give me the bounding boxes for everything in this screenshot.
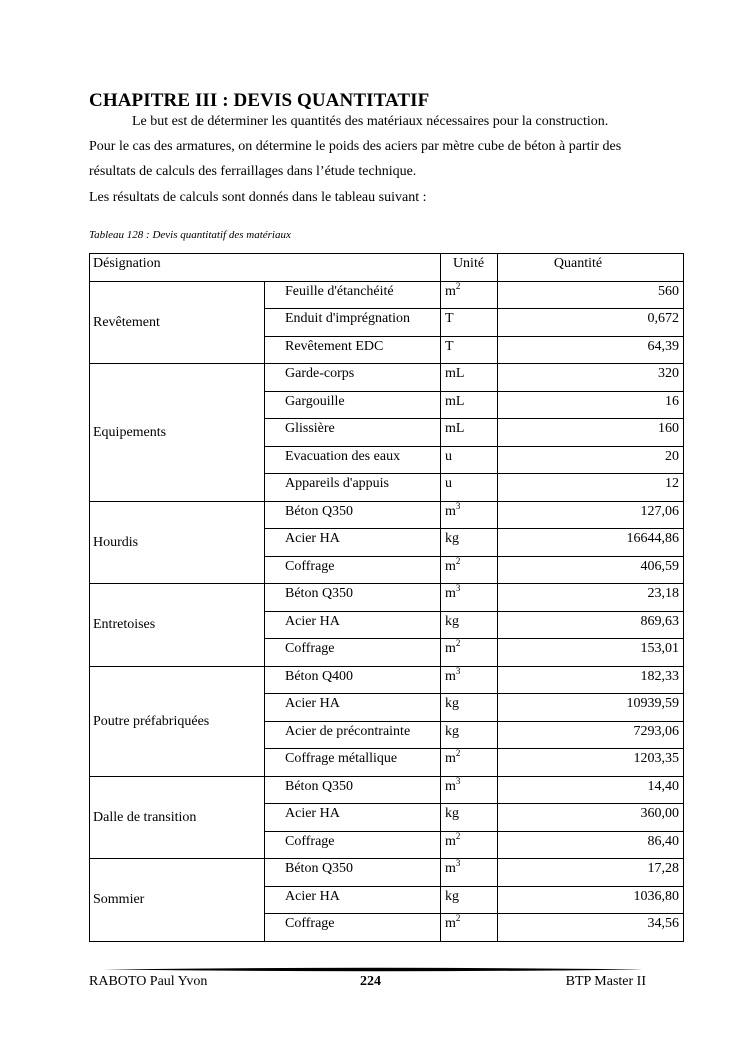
table-body [90,281,684,941]
item-quantity: 10939,59 [498,694,684,722]
item-quantity: 16644,86 [498,529,684,557]
item-name: Coffrage [265,556,441,584]
unit-base: T [445,338,454,354]
unit-base: m [445,833,456,849]
header-quantity: Quantité [498,254,684,282]
item-quantity: 64,39 [498,336,684,364]
item-name: Coffrage métallique [265,749,441,777]
item-unit [441,914,498,942]
item-quantity: 127,06 [498,501,684,529]
group-designation: Dalle de transition [90,776,265,859]
item-unit [441,474,498,502]
item-name: Appareils d'appuis [265,474,441,502]
item-unit [441,611,498,639]
table-row [90,584,684,612]
unit-base: mL [445,421,465,436]
footer-program: BTP Master II [565,974,646,989]
group-designation: Sommier [90,859,265,942]
item-unit [441,666,498,694]
item-quantity: 0,672 [498,309,684,337]
unit-base: m [445,778,456,794]
unit-exponent: 2 [455,830,461,841]
item-unit [441,364,498,392]
item-quantity: 17,28 [498,859,684,887]
item-unit [441,886,498,914]
item-unit [441,639,498,667]
item-name: Béton Q350 [265,501,441,529]
item-quantity: 12 [498,474,684,502]
item-quantity: 20 [498,446,684,474]
header-unit: Unité [441,254,498,282]
item-name: Garde-corps [265,364,441,392]
unit-base: kg [445,723,459,739]
item-name: Acier HA [265,611,441,639]
item-name: Evacuation des eaux [265,446,441,474]
unit-base: T [445,311,454,326]
item-quantity: 869,63 [498,611,684,639]
item-quantity: 1036,80 [498,886,684,914]
table-caption: Tableau 128 : Devis quantitatif des matériaux [89,229,291,241]
unit-base: m [445,751,456,766]
group-designation: Poutre préfabriquées [90,666,265,776]
item-unit [441,529,498,557]
header-designation: Désignation [90,254,441,282]
unit-exponent: 2 [455,555,461,566]
unit-exponent: 3 [455,583,461,593]
item-unit [441,281,498,309]
unit-exponent: 2 [455,748,461,758]
chapter-title: CHAPITRE III : DEVIS QUANTITATIF [89,90,430,111]
item-name: Glissière [265,419,441,447]
item-name: Feuille d'étanchéité [265,281,441,309]
quantities-table [89,253,684,942]
intro-paragraph-line-3: résultats de calculs des ferraillages dans l’étude technique. [89,164,417,179]
unit-base: mL [445,366,465,381]
item-name: Coffrage [265,639,441,667]
intro-paragraph-line-1: Le but est de déterminer les quantités des matériaux nécessaires pour la construction. [132,114,609,129]
table-row [90,776,684,804]
item-name: Coffrage [265,914,441,942]
item-quantity: 360,00 [498,804,684,832]
item-unit [441,584,498,612]
group-designation: Hourdis [90,501,265,584]
item-name: Acier HA [265,694,441,722]
unit-base: m [445,283,456,299]
unit-base: m [445,558,456,574]
item-quantity: 160 [498,419,684,447]
item-name: Béton Q350 [265,859,441,887]
item-quantity: 182,33 [498,666,684,694]
unit-base: u [445,448,452,464]
item-unit [441,749,498,777]
unit-base: kg [445,888,459,904]
item-quantity: 14,40 [498,776,684,804]
item-unit [441,556,498,584]
unit-base: m [445,916,456,931]
unit-base: kg [445,613,459,629]
item-name: Béton Q400 [265,666,441,694]
table-header-row [90,254,684,282]
item-name: Coffrage [265,831,441,859]
table-row [90,859,684,887]
footer-page-number: 224 [360,974,381,989]
unit-base: m [445,586,456,601]
unit-base: kg [445,806,459,821]
unit-exponent: 3 [455,858,461,868]
item-unit [441,446,498,474]
item-unit [441,694,498,722]
item-unit [441,831,498,859]
item-name: Acier HA [265,886,441,914]
item-quantity: 406,59 [498,556,684,584]
unit-base: kg [445,696,459,711]
item-name: Acier HA [265,529,441,557]
unit-base: u [445,476,452,491]
item-name: Béton Q350 [265,584,441,612]
intro-paragraph-line-2: Pour le cas des armatures, on détermine le poids des aciers par mètre cube de béton à partir des [89,139,622,154]
unit-base: mL [445,393,465,409]
item-name: Revêtement EDC [265,336,441,364]
unit-exponent: 2 [455,280,461,291]
item-quantity: 560 [498,281,684,309]
item-name: Enduit d'imprégnation [265,309,441,337]
table-row [90,364,684,392]
unit-exponent: 3 [455,500,461,511]
group-designation: Entretoises [90,584,265,667]
item-quantity: 34,56 [498,914,684,942]
group-designation: Equipements [90,364,265,502]
unit-exponent: 3 [455,665,461,676]
unit-base: m [445,503,456,519]
unit-base: m [445,668,456,684]
item-unit [441,336,498,364]
unit-base: kg [445,531,459,546]
unit-exponent: 2 [455,638,461,648]
item-unit [441,776,498,804]
item-quantity: 16 [498,391,684,419]
table-row [90,666,684,694]
item-unit [441,501,498,529]
item-unit [441,721,498,749]
item-unit [441,859,498,887]
intro-paragraph-line-4: Les résultats de calculs sont donnés dans le tableau suivant : [89,190,427,205]
footer-divider [103,967,643,972]
item-unit [441,391,498,419]
item-unit [441,419,498,447]
table-row [90,281,684,309]
table-row [90,501,684,529]
item-unit [441,804,498,832]
item-quantity: 153,01 [498,639,684,667]
item-name: Gargouille [265,391,441,419]
item-quantity: 320 [498,364,684,392]
unit-exponent: 2 [455,913,461,923]
item-name: Acier de précontrainte [265,721,441,749]
item-unit [441,309,498,337]
item-quantity: 7293,06 [498,721,684,749]
unit-base: m [445,641,456,656]
group-designation: Revêtement [90,281,265,364]
unit-exponent: 3 [455,775,461,786]
item-name: Acier HA [265,804,441,832]
item-quantity: 1203,35 [498,749,684,777]
unit-base: m [445,861,456,876]
item-quantity: 86,40 [498,831,684,859]
footer-author: RABOTO Paul Yvon [89,974,208,989]
item-quantity: 23,18 [498,584,684,612]
item-name: Béton Q350 [265,776,441,804]
